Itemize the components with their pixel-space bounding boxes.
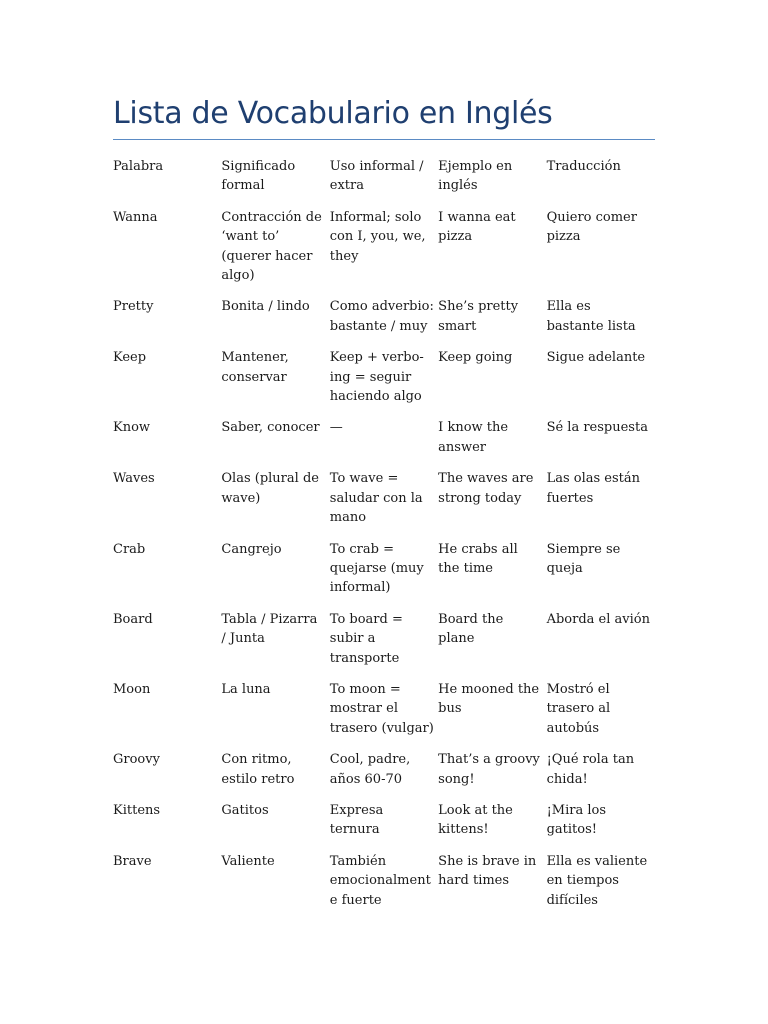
cell-informal-use: También emocionalmente fuerte [329, 853, 431, 908]
cell-translation: Las olas están fuertes [546, 471, 640, 506]
cell-example: He mooned the bus [438, 681, 540, 717]
cell-translation: Sigue adelante [546, 350, 646, 366]
cell-informal-use: To moon = mostrar el trasero (vulgar) [329, 681, 434, 736]
cell-translation: Ella es valiente en tiempos difíciles [546, 853, 648, 908]
cell-translation: Ella es bastante lista [546, 299, 636, 334]
cell-informal-use: — [329, 420, 343, 436]
document-title: Lista de Vocabulario en Inglés [113, 96, 553, 131]
cell-informal-use: Informal; solo con I, you, we, they [329, 209, 426, 264]
cell-formal-meaning: La luna [221, 681, 271, 697]
cell-translation: ¡Qué rola tan chida! [546, 752, 635, 787]
cell-informal-use: Como adverbio: bastante / muy [329, 299, 434, 334]
cell-informal-use: To wave = saludar con la mano [329, 471, 423, 526]
cell-formal-meaning: Saber, conocer [221, 420, 320, 436]
cell-example: I know the answer [438, 420, 509, 455]
cell-word: Brave [113, 853, 152, 869]
cell-example: Keep going [438, 350, 513, 366]
cell-word: Kittens [113, 802, 161, 818]
table-row [113, 208, 655, 298]
cell-formal-meaning: Olas (plural de wave) [221, 471, 319, 506]
cell-word: Moon [113, 681, 151, 697]
cell-word: Keep [113, 350, 147, 366]
cell-word: Know [113, 420, 151, 436]
cell-formal-meaning: Con ritmo, estilo retro [221, 752, 295, 787]
cell-example: She is brave in hard times [438, 853, 537, 889]
cell-example: That’s a groovy song! [438, 752, 540, 787]
cell-translation: Siempre se queja [546, 541, 621, 576]
cell-word: Wanna [113, 209, 158, 225]
title-underline [113, 139, 655, 140]
cell-informal-use: To board = subir a transporte [329, 611, 403, 666]
cell-word: Board [113, 611, 153, 627]
cell-translation: Quiero comer pizza [546, 209, 637, 245]
cell-example: Board the plane [438, 611, 504, 647]
cell-formal-meaning: Mantener, conservar [221, 350, 289, 385]
cell-example: Look at the kittens! [438, 802, 513, 838]
cell-formal-meaning: Bonita / lindo [221, 299, 310, 315]
header-palabra: Palabra [113, 159, 164, 174]
table-row [113, 418, 655, 469]
cell-informal-use: Expresa ternura [329, 802, 384, 838]
cell-formal-meaning: Tabla / Pizarra / Junta [221, 611, 318, 647]
cell-formal-meaning: Valiente [221, 853, 275, 869]
cell-informal-use: To crab = quejarse (muy informal) [329, 541, 424, 596]
header-significado: Significado formal [221, 159, 296, 194]
cell-word: Crab [113, 541, 146, 557]
cell-formal-meaning: Contracción de ‘want to’ (querer hacer algo) [221, 209, 322, 284]
cell-informal-use: Keep + verbo-ing = seguir haciendo algo [329, 350, 424, 405]
header-uso: Uso informal / extra [329, 159, 424, 194]
cell-word: Waves [113, 471, 155, 487]
cell-word: Groovy [113, 752, 160, 768]
cell-translation: ¡Mira los gatitos! [546, 802, 607, 838]
table-row [113, 852, 655, 922]
table-row [113, 469, 655, 539]
cell-example: She’s pretty smart [438, 299, 519, 334]
table-row [113, 610, 655, 680]
cell-example: I wanna eat pizza [438, 209, 516, 245]
cell-translation: Sé la respuesta [546, 420, 648, 436]
header-traduccion: Traducción [546, 159, 621, 174]
table-row [113, 680, 655, 750]
cell-translation: Mostró el trasero al autobús [546, 681, 611, 736]
table-row [113, 801, 655, 852]
cell-formal-meaning: Gatitos [221, 802, 269, 818]
cell-informal-use: Cool, padre, años 60-70 [329, 752, 411, 787]
table-row [113, 540, 655, 610]
table-row [113, 348, 655, 418]
table-row [113, 750, 655, 801]
cell-example: He crabs all the time [438, 541, 518, 576]
table-header-row [113, 157, 655, 208]
cell-word: Pretty [113, 299, 154, 315]
vocabulary-table [113, 157, 655, 922]
header-ejemplo: Ejemplo en inglés [438, 159, 513, 194]
cell-translation: Aborda el avión [546, 611, 650, 627]
cell-example: The waves are strong today [438, 471, 534, 506]
cell-formal-meaning: Cangrejo [221, 541, 282, 557]
table-row [113, 297, 655, 348]
